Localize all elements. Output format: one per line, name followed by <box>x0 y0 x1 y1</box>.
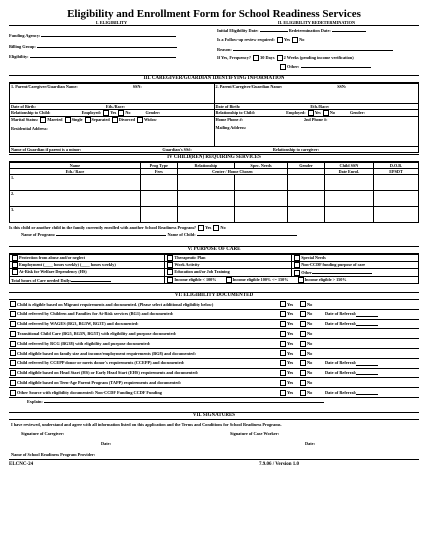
other-program-yes-label: Yes <box>205 225 212 231</box>
referral-date-label: Date of Referral: <box>325 321 357 327</box>
checkbox[interactable] <box>167 255 173 261</box>
billing-group-row <box>9 43 211 49</box>
documented-yes-checkbox[interactable] <box>280 341 286 347</box>
purpose-label: Non-CCDF funding purpose of care <box>301 261 366 267</box>
days30-checkbox[interactable] <box>253 55 259 61</box>
documented-no-checkbox[interactable] <box>300 341 306 347</box>
parent2-name-cell[interactable] <box>214 84 419 104</box>
documented-yes-label: Yes <box>287 321 294 327</box>
documented-text: Child referred by Children and Families for At-Risk services (BG1) and documented: <box>17 311 174 317</box>
checkbox[interactable] <box>12 269 18 275</box>
income-100-checkbox[interactable] <box>167 277 173 283</box>
referral-date-label: Date of Referral: <box>325 360 357 366</box>
provider-label: Name of School Readiness Program Provider: <box>11 451 96 457</box>
purpose-label: Special Needs <box>301 254 326 260</box>
parent2-dob-label: Date of Birth: <box>215 104 241 110</box>
reason-label: Reason: <box>217 46 232 52</box>
documented-list <box>9 300 419 398</box>
purpose-special-needs[interactable] <box>292 254 419 261</box>
other-checkbox[interactable] <box>280 64 286 70</box>
section-caregiver-heading: III. CAREGIVER/GUARDIAN IDENTIFYING INFORMATION <box>9 75 419 83</box>
income-100-label: Income eligible < 100% <box>174 276 217 282</box>
eligibility-form <box>9 0 419 467</box>
documented-text: Child referred by RCG (BG38) with eligibility and purpose documented: <box>17 340 151 346</box>
follow-up-no-checkbox[interactable] <box>292 37 298 43</box>
documented-no-checkbox[interactable] <box>300 390 306 396</box>
program-name-label: Name of Program: <box>21 232 56 238</box>
signature-statement: I have reviewed, understand and agree with all information listed on this application and the Terms and Conditions for School Readiness Programs. <box>11 422 282 428</box>
purpose-other-field[interactable] <box>312 269 372 274</box>
widow-checkbox[interactable] <box>137 117 143 123</box>
child-cell[interactable] <box>288 191 325 207</box>
documented-yes-label: Yes <box>287 360 294 366</box>
child-row-2[interactable]: 2. <box>10 191 141 207</box>
documented-item <box>9 310 419 320</box>
child-cell[interactable] <box>177 191 234 207</box>
follow-up-yes-label: Yes <box>283 36 291 42</box>
documented-no-checkbox[interactable] <box>300 370 306 376</box>
referral-date-field[interactable] <box>356 361 378 366</box>
documented-no-checkbox[interactable] <box>300 350 306 356</box>
referral-date-field[interactable] <box>356 390 378 395</box>
caseworker-date-label: Date: <box>305 441 316 447</box>
documented-checkbox[interactable] <box>10 390 16 396</box>
parent2-ssn-label: SSN: <box>337 84 347 90</box>
documented-checkbox[interactable] <box>10 370 16 376</box>
documented-no-label: No <box>307 340 313 346</box>
section-redetermination-heading: II. ELIGIBILITY REDETERMINATION <box>277 20 356 25</box>
referral-date-field[interactable] <box>356 370 378 375</box>
purpose-employment[interactable] <box>10 261 165 268</box>
documented-no-label: No <box>307 350 313 356</box>
documented-yes-label: Yes <box>287 340 294 346</box>
child-cell[interactable] <box>234 207 287 223</box>
documented-yes-checkbox[interactable] <box>280 350 286 356</box>
checkbox[interactable] <box>294 270 300 276</box>
follow-up-label: Is a Follow-up review required: <box>217 36 275 42</box>
documented-text: Child eligible based on Head Start (HS) or Early Head Start (EHS) requirements and documented: <box>17 370 199 376</box>
funding-agency-field[interactable] <box>41 32 176 37</box>
section-purpose-heading: V: PURPOSE OF CARE <box>9 246 419 254</box>
parent2-employed-no-label: No <box>329 110 335 116</box>
parent2-employed-yes-label: Yes <box>314 110 321 116</box>
documented-item <box>9 320 419 330</box>
home-phone-label: Home Phone #: <box>215 117 243 123</box>
follow-up-row <box>217 37 419 43</box>
eligibility-label: Eligibility: <box>9 54 29 60</box>
parent2-employed-no-checkbox[interactable] <box>323 110 329 116</box>
billing-group-label: Billing Group: <box>9 43 36 49</box>
child-cell[interactable] <box>234 175 287 191</box>
eligibility-row <box>9 53 211 59</box>
parent1-employed-no-checkbox[interactable] <box>118 110 124 116</box>
purpose-label: Other <box>301 269 312 275</box>
documented-no-label: No <box>307 380 313 386</box>
program-name-field[interactable] <box>56 231 166 236</box>
documented-checkbox[interactable] <box>10 301 16 307</box>
separated-label: Separated <box>91 117 110 123</box>
parent2-name-label: 2. Parent/Caregiver/Guardian Name: <box>215 84 283 90</box>
documented-yes-label: Yes <box>287 311 294 317</box>
documented-no-checkbox[interactable] <box>300 380 306 386</box>
checkbox[interactable] <box>294 262 300 268</box>
documented-item <box>9 388 419 398</box>
follow-up-yes-checkbox[interactable] <box>277 37 283 43</box>
col-fees: Fees <box>140 169 177 175</box>
col-gender: Gender <box>288 163 325 169</box>
documented-no-label: No <box>307 311 313 317</box>
purpose-at-risk[interactable] <box>10 268 165 276</box>
billing-group-field[interactable] <box>37 43 177 48</box>
parent1-dob-label: Date of Birth: <box>11 104 36 110</box>
documented-no-label: No <box>307 301 313 307</box>
frequency-label: If Yes, Frequency? <box>217 55 252 61</box>
referral-date-label: Date of Referral: <box>325 311 357 317</box>
parent2-relationship-cell[interactable] <box>214 110 419 117</box>
documented-no-checkbox[interactable] <box>300 311 306 317</box>
eligibility-block <box>9 26 211 59</box>
parent1-employed-label: Employed: <box>81 110 102 116</box>
documented-no-label: No <box>307 360 313 366</box>
child-cell[interactable] <box>373 191 418 207</box>
purpose-label: Education and/or Job Training <box>174 268 230 274</box>
parent1-gender-label: Gender: <box>145 110 161 116</box>
frequency-row <box>217 55 419 61</box>
divorced-label: Divorced <box>118 117 135 123</box>
documented-item <box>9 359 419 369</box>
program-name-row <box>9 231 419 237</box>
single-checkbox[interactable] <box>65 117 71 123</box>
weeks2-checkbox[interactable] <box>277 55 283 61</box>
purpose-label: At-Risk for Welfare Dependency (HS) <box>19 268 87 274</box>
parent1-employed-yes-label: Yes <box>110 110 117 116</box>
purpose-work-activity[interactable] <box>165 261 292 268</box>
income-150-checkbox[interactable] <box>226 277 232 283</box>
documented-text: Child referred by WAGES (BG3, BG3W, BG3T) and documented: <box>17 321 139 327</box>
initial-date-row <box>217 27 419 33</box>
parent2-eth-label: Eth./Race: <box>310 104 330 110</box>
parent1-name-label: 1. Parent/Caregiver/Guardian Name: <box>11 84 78 90</box>
child-cell[interactable] <box>324 207 373 223</box>
guardian-minor-label: Name of Guardian if parent is a minor: <box>11 147 82 153</box>
caseworker-signature-label: Signature of Case Worker: <box>230 430 280 436</box>
section-children-heading: IV CHILD(REN) REQUIRING SERVICES <box>9 154 419 162</box>
parent1-eth-label: Eth./Race: <box>105 104 125 110</box>
col-eth-race: Eth./ Race <box>10 169 141 175</box>
phone-cell[interactable] <box>214 117 419 147</box>
follow-up-no-label: No <box>299 36 305 42</box>
checkbox[interactable] <box>294 255 300 261</box>
income-150-label: Income eligible 100% <= 150% <box>232 276 289 282</box>
child-cell[interactable] <box>140 207 177 223</box>
documented-yes-checkbox[interactable] <box>280 380 286 386</box>
child-row-3[interactable]: 3. <box>10 207 141 223</box>
col-prog-type: Prog Type <box>140 163 177 169</box>
documented-checkbox[interactable] <box>10 311 16 317</box>
other-label: Other: <box>287 64 300 70</box>
documented-no-checkbox[interactable] <box>300 331 306 337</box>
children-table <box>9 162 419 223</box>
divorced-checkbox[interactable] <box>112 117 118 123</box>
residential-label: Residential Address: <box>11 126 48 132</box>
documented-yes-checkbox[interactable] <box>280 301 286 307</box>
documented-no-label: No <box>307 370 313 376</box>
documented-yes-checkbox[interactable] <box>280 331 286 337</box>
documented-text: Child referred by CCEPP donor or meets donor's requirements (CCEPP) and documented: <box>17 360 185 366</box>
separated-checkbox[interactable] <box>85 117 91 123</box>
parent1-employed-yes-checkbox[interactable] <box>103 110 109 116</box>
child-cell[interactable] <box>324 175 373 191</box>
child-cell[interactable] <box>373 175 418 191</box>
child-row-1[interactable]: 1. <box>10 175 141 191</box>
documented-checkbox[interactable] <box>10 331 16 337</box>
parent2-relationship-label: Relationship to Child: <box>215 110 256 116</box>
other-row <box>217 63 419 70</box>
caregiver-signature-label: Signature of Caregiver: <box>21 430 65 436</box>
married-checkbox[interactable] <box>40 117 46 123</box>
income-over-checkbox[interactable] <box>298 277 304 283</box>
purpose-table <box>9 254 419 284</box>
mailing-label: Mailing Address: <box>215 125 247 131</box>
section-signatures-heading: VII. SIGNATURES <box>9 412 419 420</box>
income-over-label: Income eligible > 150% <box>304 276 347 282</box>
caregiver-date-label: Date: <box>101 441 112 447</box>
documented-yes-checkbox[interactable] <box>280 370 286 376</box>
referral-date-field[interactable] <box>356 321 378 326</box>
guardian-ssn-label: Guardian's SS#: <box>162 147 192 153</box>
initial-date-label: Initial Eligibility Date: <box>217 28 259 34</box>
documented-text: Other Source with eligibility documented: Non-CCDF Funding CCDF Funding <box>17 389 162 395</box>
documented-no-label: No <box>307 331 313 337</box>
parent2-gender-label: Gender: <box>349 110 365 116</box>
parent1-name-cell[interactable] <box>10 84 215 104</box>
documented-item <box>9 300 419 310</box>
referral-date-field[interactable] <box>356 312 378 317</box>
documented-no-checkbox[interactable] <box>300 321 306 327</box>
col-center-home: Center / Home Chosen <box>177 169 287 175</box>
child-cell[interactable] <box>234 191 287 207</box>
purpose-label: Employment (____ hours weekly) (____ hours weekly) <box>19 261 116 267</box>
documented-item <box>9 378 419 388</box>
caregiver-table <box>9 83 419 153</box>
marital-cell[interactable] <box>10 117 215 147</box>
documented-yes-checkbox[interactable] <box>280 311 286 317</box>
funding-agency-row <box>9 32 211 38</box>
phone2-label: 2nd Phone #: <box>304 117 328 123</box>
purpose-other[interactable] <box>292 268 419 276</box>
child-cell[interactable] <box>288 175 325 191</box>
checkbox[interactable] <box>167 262 173 268</box>
col-child-ssn: Child SSN <box>324 163 373 169</box>
documented-yes-label: Yes <box>287 331 294 337</box>
child-cell[interactable] <box>177 207 234 223</box>
child-cell[interactable] <box>373 207 418 223</box>
col-dob: D.O.B. <box>373 163 418 169</box>
child-cell[interactable] <box>140 175 177 191</box>
parent1-relationship-cell[interactable] <box>10 110 215 117</box>
purpose-education[interactable] <box>165 268 292 276</box>
documented-yes-checkbox[interactable] <box>280 321 286 327</box>
explain-field[interactable] <box>44 398 324 403</box>
weeks2-label: 2 Weeks (pending income verification) <box>283 55 354 61</box>
documented-no-label: No <box>307 321 313 327</box>
signature-block <box>9 420 419 460</box>
date-row <box>11 441 419 446</box>
documented-checkbox[interactable] <box>10 341 16 347</box>
col-spec-needs: Spec. Needs <box>234 163 287 169</box>
eligibility-field[interactable] <box>30 53 176 58</box>
checkbox[interactable] <box>12 255 18 261</box>
documented-text: Child eligible based on Teen-Age Parent Program (TAPP) requirements and documented: <box>17 380 182 386</box>
documented-yes-label: Yes <box>287 370 294 376</box>
purpose-label: Work Activity <box>174 261 200 267</box>
documented-checkbox[interactable] <box>10 350 16 356</box>
rel-caregiver-label: Relationship to caregiver: <box>272 147 320 153</box>
reason-field[interactable] <box>233 46 393 51</box>
documented-item <box>9 349 419 359</box>
documented-no-checkbox[interactable] <box>300 301 306 307</box>
child-cell[interactable] <box>288 207 325 223</box>
documented-no-label: No <box>307 389 313 395</box>
reason-row <box>217 46 419 52</box>
documented-yes-checkbox[interactable] <box>280 360 286 366</box>
parent1-employed-no-label: No <box>125 110 131 116</box>
initial-date-field[interactable] <box>260 27 288 32</box>
widow-label: Widow <box>144 117 157 123</box>
documented-checkbox[interactable] <box>10 321 16 327</box>
checkbox[interactable] <box>167 269 173 275</box>
signature-row <box>11 431 419 436</box>
total-hours-label: Total hours of Care needed Daily: <box>11 277 72 283</box>
purpose-label: Therapeutic Plan <box>174 254 206 260</box>
documented-no-checkbox[interactable] <box>300 360 306 366</box>
documented-text: Child is eligible based on Migrant requirements and documented. (Please select additional eligibility below) <box>17 301 214 307</box>
referral-date-label: Date of Referral: <box>325 389 357 395</box>
form-title: Eligibility and Enrollment Form for School Readiness Services <box>67 8 361 20</box>
funding-agency-label: Funding Agency: <box>9 33 41 39</box>
purpose-label: Protection from abuse and/or neglect <box>19 254 86 260</box>
parent2-employed-label: Employed: <box>286 110 306 116</box>
child-cell[interactable] <box>140 191 177 207</box>
documented-text: Transitional Child Care (BG5, BG5N, BG5T) with eligibility and purpose documented: <box>17 331 177 337</box>
col-relationship: Relationship <box>177 163 234 169</box>
footer <box>9 462 419 467</box>
documented-yes-checkbox[interactable] <box>280 390 286 396</box>
section-documented-heading: VI: ELIGIBILITY DOCUMENTED <box>9 292 419 300</box>
child-cell[interactable] <box>177 175 234 191</box>
other-program-no-label: No <box>220 225 226 231</box>
documented-yes-label: Yes <box>287 389 294 395</box>
section-eligibility-heading: I. ELIGIBILITY <box>95 20 128 25</box>
form-version: 7.9.06 / Version 1.0 <box>258 461 299 467</box>
col-epsdt: EPSDT <box>373 169 418 175</box>
explain-row <box>9 398 419 404</box>
purpose-protection[interactable] <box>10 254 165 261</box>
documented-checkbox[interactable] <box>10 380 16 386</box>
single-label: Single <box>71 117 83 123</box>
purpose-non-ccdf[interactable] <box>292 261 419 268</box>
explain-label: Explain: <box>27 398 43 404</box>
redetermination-block <box>211 26 419 70</box>
documented-yes-label: Yes <box>287 380 294 386</box>
documented-text: Child eligible based on family size and income/employment requirements (BG8) and documented: <box>17 350 196 356</box>
checkbox[interactable] <box>12 262 18 268</box>
documented-item <box>9 369 419 379</box>
purpose-therapeutic[interactable] <box>165 254 292 261</box>
parent1-relationship-label: Relationship to Child: <box>11 110 51 116</box>
section-i-ii <box>9 26 419 74</box>
documented-yes-label: Yes <box>287 350 294 356</box>
documented-yes-label: Yes <box>287 301 294 307</box>
documented-item <box>9 329 419 339</box>
form-id: ELCNC-24 <box>9 461 34 467</box>
days30-label: 30 Days <box>260 55 275 61</box>
total-hours-field[interactable] <box>71 277 111 282</box>
child-name-field[interactable] <box>197 231 297 236</box>
documented-checkbox[interactable] <box>10 360 16 366</box>
redet-date-field[interactable] <box>332 27 366 32</box>
documented-item <box>9 339 419 349</box>
married-label: Married <box>47 117 63 123</box>
marital-label: Marital Status: <box>11 117 39 123</box>
referral-date-label: Date of Referral: <box>325 370 357 376</box>
income-cell <box>165 276 419 283</box>
child-cell[interactable] <box>324 191 373 207</box>
col-name: Name <box>10 163 141 169</box>
other-program-question: Is this child or another child in the family currently enrolled with another School Readiness Program? <box>9 225 197 231</box>
parent1-ssn-label: SSN: <box>132 84 142 90</box>
parent2-employed-yes-checkbox[interactable] <box>308 110 314 116</box>
col-date-enrol: Date Enrol. <box>324 169 373 175</box>
guardian-cell[interactable] <box>10 147 419 153</box>
other-field[interactable] <box>301 63 371 68</box>
total-hours-cell[interactable] <box>10 276 165 283</box>
redet-date-label: Redetermination Date: <box>288 28 331 34</box>
child-name-label: Name of Child: <box>167 232 196 238</box>
